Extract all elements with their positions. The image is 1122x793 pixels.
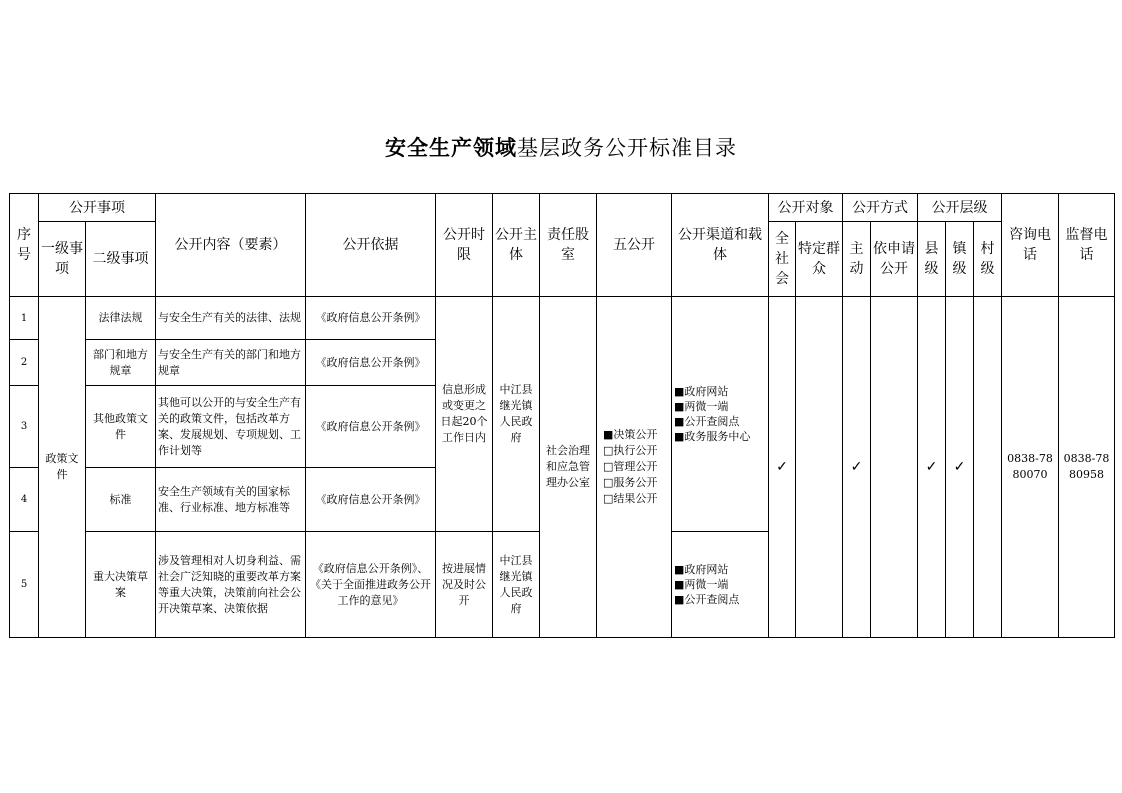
five-open-cell [597,297,672,638]
header-channel: 公开渠道和载体 [672,194,769,297]
header-dept: 责任股室 [540,194,597,297]
supervise-phone: 0838-7880958 [1059,297,1115,638]
table-row [10,297,1115,340]
level2-item: 重大决策草案 [86,532,156,638]
basis-cell: 《政府信息公开条例》、《关于全面推进政务公开工作的意见》 [306,532,436,638]
level2-item: 标准 [86,468,156,532]
five-open-service: □服务公开 [603,476,658,489]
header-method: 公开方式 [843,194,918,222]
basis-cell: 《政府信息公开条例》 [306,386,436,468]
five-open-management: □管理公开 [603,460,658,473]
row-number: 2 [10,340,39,386]
row-number: 4 [10,468,39,532]
check-aud-all: ✓ [769,297,796,638]
channel-service-center: ■政务服务中心 [674,430,751,443]
header-level: 公开层级 [918,194,1002,222]
channel-gov-website: ■政府网站 [674,385,729,398]
channel-wechat-weibo: ■两微一端 [674,400,729,413]
header-content: 公开内容（要素） [156,194,306,297]
header-consult: 咨询电话 [1002,194,1059,297]
title-normal-part: 基层政务公开标准目录 [517,136,737,160]
header-level-village: 村级 [974,222,1002,297]
catalog-table [9,193,1115,638]
channel-cell-b [672,532,769,638]
level1-item: 政策文件 [39,297,86,638]
time-limit-a: 信息形成或变更之日起20个工作日内 [436,297,493,532]
row-number: 3 [10,386,39,468]
basis-cell: 《政府信息公开条例》 [306,468,436,532]
level2-item: 部门和地方规章 [86,340,156,386]
header-aud-specific: 特定群众 [796,222,843,297]
content-cell: 安全生产领域有关的国家标准、行业标准、地方标准等 [156,468,306,532]
document-title [0,132,1122,162]
row-number: 5 [10,532,39,638]
channel-reading-point: ■公开查阅点 [674,593,740,606]
header-time-limit: 公开时限 [436,194,493,297]
header-item-l1: 一级事项 [39,222,86,297]
time-limit-b: 按进展情况及时公开 [436,532,493,638]
content-cell: 与安全生产有关的法律、法规 [156,297,306,340]
header-level-county: 县级 [918,222,946,297]
row-number: 1 [10,297,39,340]
header-item-l2: 二级事项 [86,222,156,297]
subject-cell-b: 中江县继光镇人民政府 [493,532,540,638]
cell-aud-specific [796,297,843,638]
header-subject: 公开主体 [493,194,540,297]
cell-method-apply [871,297,918,638]
header-basis: 公开依据 [306,194,436,297]
channel-wechat-weibo: ■两微一端 [674,578,729,591]
check-level-county: ✓ [918,297,946,638]
consult-phone: 0838-7880070 [1002,297,1059,638]
check-level-town: ✓ [946,297,974,638]
five-open-decision: ■决策公开 [603,428,658,441]
channel-cell-a [672,297,769,532]
check-method-active: ✓ [843,297,871,638]
header-supervise: 监督电话 [1059,194,1115,297]
subject-cell-a: 中江县继光镇人民政府 [493,297,540,532]
header-level-town: 镇级 [946,222,974,297]
header-row-1 [10,194,1115,222]
cell-level-village [974,297,1002,638]
header-method-apply: 依申请公开 [871,222,918,297]
header-item: 公开事项 [39,194,156,222]
content-cell: 其他可以公开的与安全生产有关的政策文件，包括改革方案、发展规划、专项规划、工作计划等 [156,386,306,468]
channel-gov-website: ■政府网站 [674,563,729,576]
basis-cell: 《政府信息公开条例》 [306,297,436,340]
level2-item: 其他政策文件 [86,386,156,468]
header-aud-all: 全社会 [769,222,796,297]
title-bold-part: 安全生产领域 [385,135,517,160]
header-method-active: 主动 [843,222,871,297]
basis-cell: 《政府信息公开条例》 [306,340,436,386]
header-audience: 公开对象 [769,194,843,222]
dept-cell: 社会治理和应急管理办公室 [540,297,597,638]
header-seq: 序号 [10,194,39,297]
level2-item: 法律法规 [86,297,156,340]
content-cell: 涉及管理相对人切身利益、需社会广泛知晓的重要改革方案等重大决策，决策前向社会公开决策草案、决策依据 [156,532,306,638]
five-open-execution: □执行公开 [603,444,658,457]
channel-reading-point: ■公开查阅点 [674,415,740,428]
header-five-open: 五公开 [597,194,672,297]
five-open-result: □结果公开 [603,492,658,505]
content-cell: 与安全生产有关的部门和地方规章 [156,340,306,386]
